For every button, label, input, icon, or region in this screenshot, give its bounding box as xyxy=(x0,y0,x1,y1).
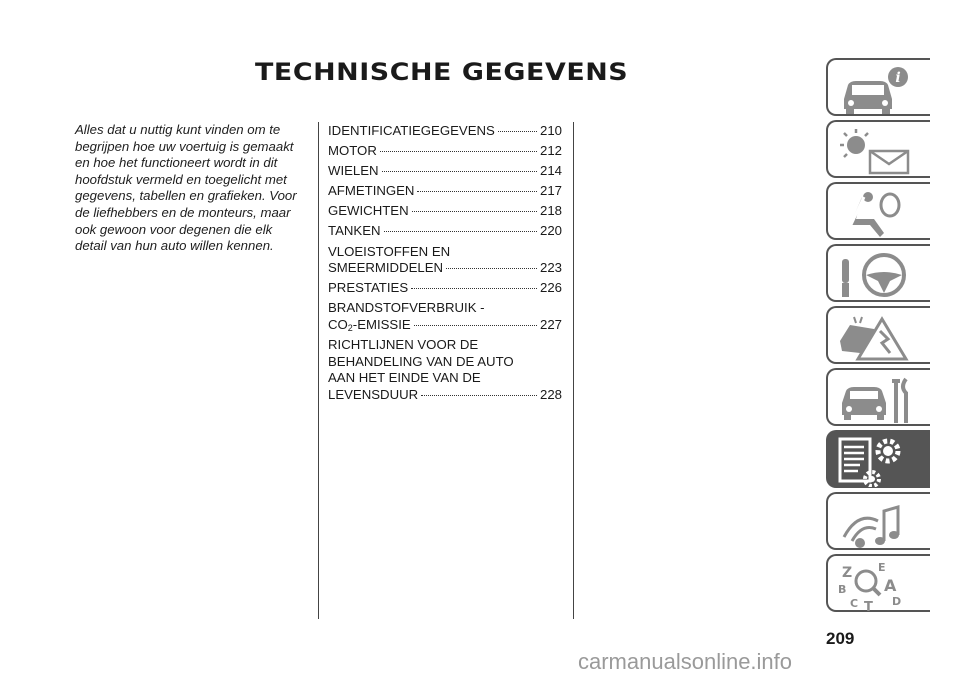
key-steering-wheel-icon xyxy=(834,249,912,301)
page-number: 209 xyxy=(826,629,855,648)
svg-text:B: B xyxy=(838,583,847,596)
toc-page-number: 212 xyxy=(539,143,562,159)
toc-entry-label: $CO_2$-EMISSIE xyxy=(328,316,411,333)
chapter-tab-car-service-tools[interactable] xyxy=(826,368,930,426)
dot-leader xyxy=(384,231,537,232)
chapter-tab-alphabetical-index[interactable] xyxy=(826,554,930,612)
toc-page-number: 227 xyxy=(539,316,562,332)
toc-entry[interactable] xyxy=(328,280,562,297)
toc-page-number: 210 xyxy=(539,123,562,138)
seat-airbag-icon xyxy=(834,187,912,239)
toc-entry-label: TANKEN xyxy=(328,223,381,239)
toc-page-number: 220 xyxy=(539,223,562,239)
toc-page-number: 228 xyxy=(539,386,562,402)
toc-entry[interactable] xyxy=(328,300,562,333)
page-title: TECHNISCHE GEGEVENS xyxy=(255,58,629,86)
dot-leader xyxy=(417,191,537,192)
toc-entry-label: GEWICHTEN xyxy=(328,203,409,219)
dot-leader xyxy=(412,211,537,212)
alphabetical-index-icon xyxy=(834,559,912,611)
chapter-tab-seat-airbag[interactable] xyxy=(826,182,930,240)
toc-entry[interactable] xyxy=(328,244,562,277)
svg-text:T: T xyxy=(864,600,873,611)
toc-entry-line: VLOEISTOFFEN EN xyxy=(328,243,451,259)
chapter-tab-key-steering-wheel[interactable] xyxy=(826,244,930,302)
dot-leader xyxy=(380,151,537,152)
toc-entry-label: AFMETINGEN xyxy=(328,183,415,199)
toc-entry[interactable] xyxy=(328,337,562,403)
dot-leader xyxy=(421,395,537,396)
toc-entry-label: WIELEN xyxy=(328,163,379,179)
toc-entry-line: AAN HET EINDE VAN DE xyxy=(328,370,481,386)
svg-text:Z: Z xyxy=(842,565,853,581)
chapter-tab-car-breakdown-warning[interactable] xyxy=(826,306,930,364)
toc-page-number: 214 xyxy=(539,163,562,179)
toc-entry-line: RICHTLIJNEN VOOR DE xyxy=(328,337,479,353)
toc-entry-line: BRANDSTOFVERBRUIK - xyxy=(328,300,485,316)
toc-entry[interactable] xyxy=(328,163,562,180)
toc-entry-label: MOTOR xyxy=(328,143,377,159)
dot-leader xyxy=(414,325,537,326)
toc-entry[interactable] xyxy=(328,223,562,240)
toc-entry[interactable] xyxy=(328,123,562,140)
chapter-tab-technical-data-gears[interactable] xyxy=(826,430,930,488)
toc-page-number: 226 xyxy=(539,280,562,296)
column-divider-left xyxy=(318,122,319,619)
toc-entry[interactable] xyxy=(328,143,562,160)
multimedia-music-icon xyxy=(834,497,912,549)
dot-leader xyxy=(382,171,537,172)
svg-text:A: A xyxy=(884,576,897,595)
toc-page-number: 223 xyxy=(539,260,562,276)
car-breakdown-warning-icon xyxy=(834,311,912,363)
technical-data-gears-icon xyxy=(834,435,912,487)
svg-text:E: E xyxy=(878,561,886,574)
chapter-tab-car-info[interactable] xyxy=(826,58,930,116)
toc-entry-label: IDENTIFICATIEGEGEVENS xyxy=(328,123,495,138)
column-divider-right xyxy=(573,122,574,619)
toc-page-number: 217 xyxy=(539,183,562,199)
chapter-tabs xyxy=(826,58,936,613)
toc-entry-label: PRESTATIES xyxy=(328,280,409,296)
toc-entry-line: BEHANDELING VAN DE AUTO xyxy=(328,353,514,369)
chapter-tab-warning-lights-mail[interactable] xyxy=(826,120,930,178)
warning-lights-mail-icon xyxy=(834,125,912,177)
toc-entry[interactable] xyxy=(328,183,562,200)
chapter-tab-multimedia-music[interactable] xyxy=(826,492,930,550)
toc-entry-label: SMEERMIDDELEN xyxy=(328,260,444,276)
svg-text:C: C xyxy=(850,597,859,610)
toc-page-number: 218 xyxy=(539,203,562,219)
car-info-icon xyxy=(834,63,912,115)
car-service-tools-icon xyxy=(834,373,912,425)
dot-leader xyxy=(498,131,537,132)
svg-text:D: D xyxy=(892,595,902,608)
dot-leader xyxy=(411,288,537,289)
toc-entry-label: LEVENSDUUR xyxy=(328,386,419,402)
chapter-intro: Alles dat u nuttig kunt vinden om te begrijpen hoe uw voertuig is gemaakt en hoe het functioneert wordt in dit hoofdstuk vermeld en toegelicht met gegevens, tabellen en grafieken. Voor de liefhebbers en de monteurs, maar ook gewoon voor degenen die elk detail van hun auto willen kennen. xyxy=(75,122,297,254)
watermark: carmanualsonline.info xyxy=(578,649,793,674)
svg-text:i: i xyxy=(895,70,901,86)
dot-leader xyxy=(446,268,537,269)
table-of-contents xyxy=(328,123,562,407)
toc-entry[interactable] xyxy=(328,203,562,220)
